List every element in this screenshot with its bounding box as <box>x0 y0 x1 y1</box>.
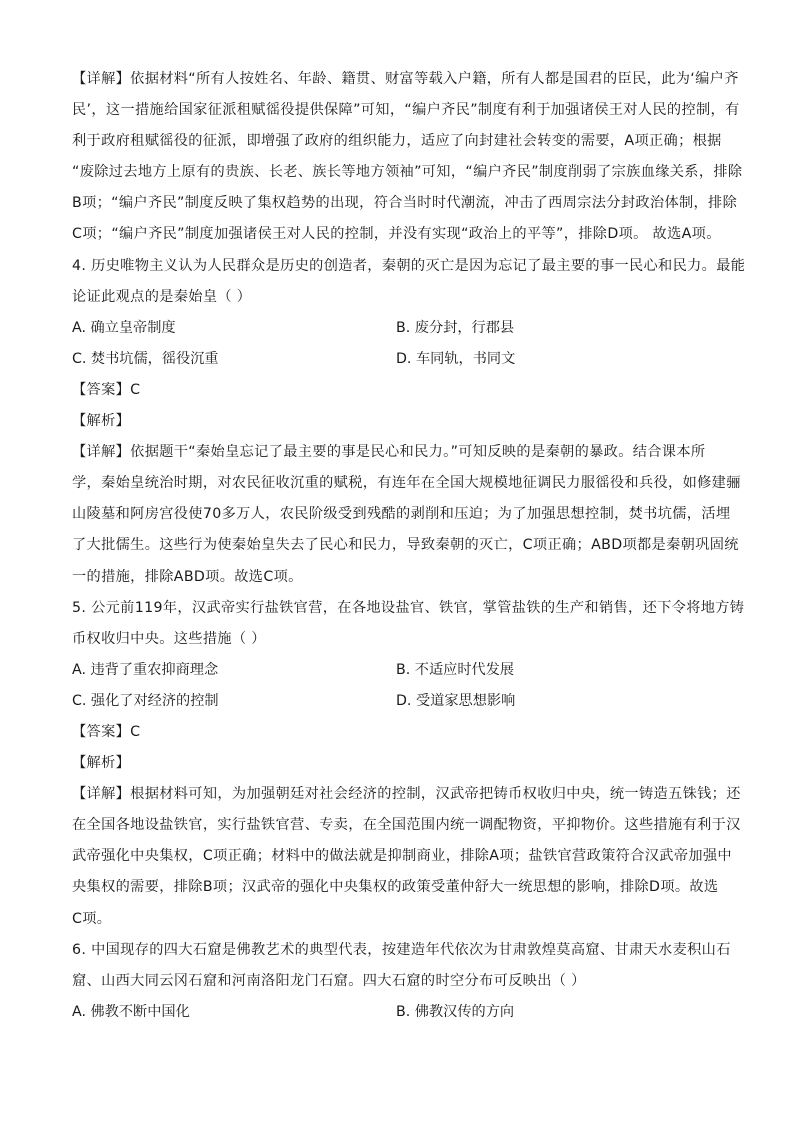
analysis-label: 【解析】 <box>72 755 131 772</box>
text-line: 武帝强化中央集权，C项正确；材料中的做法就是抑制商业，排除A项；盐铁官营政策符合汉武帝加强中 <box>72 848 732 865</box>
text-line: C项。 <box>72 910 112 927</box>
question-4 <box>72 251 746 593</box>
q3-detail <box>72 64 743 251</box>
text-line: 学，秦始皇统治时期，对农民征收沉重的赋税，有连年在全国大规模地征调民力服徭役和兵役，如修建骊 <box>72 475 741 492</box>
text-line: 【详解】依据题干“秦始皇忘记了最主要的事是民心和民力。”可知反映的是秦朝的暴政。结合课本所 <box>72 444 706 461</box>
question-5 <box>72 593 745 935</box>
text-line: 民’，这一措施给国家征派租赋徭役提供保障”可知，“编户齐民”制度有利于加强诸侯王对人民的控制，有 <box>72 102 740 119</box>
option-row <box>72 686 722 717</box>
text-line: 一的措施，排除ABD项。故选C项。 <box>72 568 303 585</box>
analysis-label: 【解析】 <box>72 413 131 430</box>
text-line: B项；“编户齐民”制度反映了集权趋势的出现，符合当时时代潮流，冲击了西周宗法分封政治体制，排除 <box>72 195 738 212</box>
text-line: 央集权的需要，排除B项；汉武帝的强化中央集权的政策受董仲舒大一统思想的影响，排除D项。故选 <box>72 879 719 896</box>
question-stem: 论证此观点的是秦始皇（ ） <box>72 288 252 305</box>
question-6 <box>72 935 731 1028</box>
option-a: A. 佛教不断中国化 <box>72 1003 190 1020</box>
option-a: A. 违背了重农抑商理念 <box>72 661 219 678</box>
option-row <box>72 344 722 375</box>
option-row <box>72 313 722 344</box>
option-b: B. 佛教汉传的方向 <box>396 1003 515 1020</box>
option-row <box>72 655 722 686</box>
question-stem: 4. 历史唯物主义认为人民群众是历史的创造者，秦朝的灭亡是因为忘记了最主要的事一民心和民力。最能 <box>72 257 746 274</box>
answer-label: 【答案】C <box>72 381 141 398</box>
option-b: B. 不适应时代发展 <box>396 661 515 678</box>
text-line: 在全国各地设盐铁官，实行盐铁官营、专卖，在全国范围内统一调配物资，平抑物价。这些措施有利于汉 <box>72 817 741 834</box>
option-d: D. 车同轨，书同文 <box>396 350 516 367</box>
question-stem: 窟、山西大同云冈石窟和河南洛阳龙门石窟。四大石窟的时空分布可反映出（ ） <box>72 972 586 989</box>
text-line: 【详解】根据材料可知，为加强朝廷对社会经济的控制，汉武帝把铸币权收归中央，统一铸造五铢钱；还 <box>72 786 741 803</box>
document-page <box>72 64 746 1028</box>
text-line: 了大批儒生。这些行为使秦始皇失去了民心和民力，导致秦朝的灭亡，C项正确；ABD项都是秦朝巩固统 <box>72 537 739 554</box>
answer-label: 【答案】C <box>72 723 141 740</box>
text-line: C项；“编户齐民”制度加强诸侯王对人民的控制，并没有实现“政治上的平等”，排除D项。 故选A项。 <box>72 226 721 243</box>
option-row <box>72 997 722 1028</box>
text-line: 利于政府租赋徭役的征派，即增强了政府的组织能力，适应了向封建社会转变的需要，A项正确；根据 <box>72 133 722 150</box>
question-stem: 币权收归中央。这些措施（ ） <box>72 630 266 647</box>
option-b: B. 废分封，行郡县 <box>396 319 515 336</box>
option-d: D. 受道家思想影响 <box>396 692 516 709</box>
question-stem: 6. 中国现存的四大石窟是佛教艺术的典型代表，按建造年代依次为甘肃敦煌莫高窟、甘肃天水麦积山石 <box>72 941 731 958</box>
option-a: A. 确立皇帝制度 <box>72 319 176 336</box>
text-line: 山陵墓和阿房宫役使70多万人，农民阶级受到残酷的剥削和压迫；为了加强思想控制，焚书坑儒，活埋 <box>72 506 731 523</box>
text-line: “废除过去地方上原有的贵族、长老、族长等地方领袖”可知，“编户齐民”制度削弱了宗族血缘关系，排除 <box>72 164 743 181</box>
option-c: C. 焚书坑儒，徭役沉重 <box>72 350 219 367</box>
question-stem: 5. 公元前119年，汉武帝实行盐铁官营，在各地设盐官、铁官，掌管盐铁的生产和销售，还下令将地方铸 <box>72 599 745 616</box>
option-c: C. 强化了对经济的控制 <box>72 692 219 709</box>
text-line: 【详解】依据材料“所有人按姓名、年龄、籍贯、财富等载入户籍，所有人都是国君的臣民，此为‘编户齐 <box>72 71 739 87</box>
